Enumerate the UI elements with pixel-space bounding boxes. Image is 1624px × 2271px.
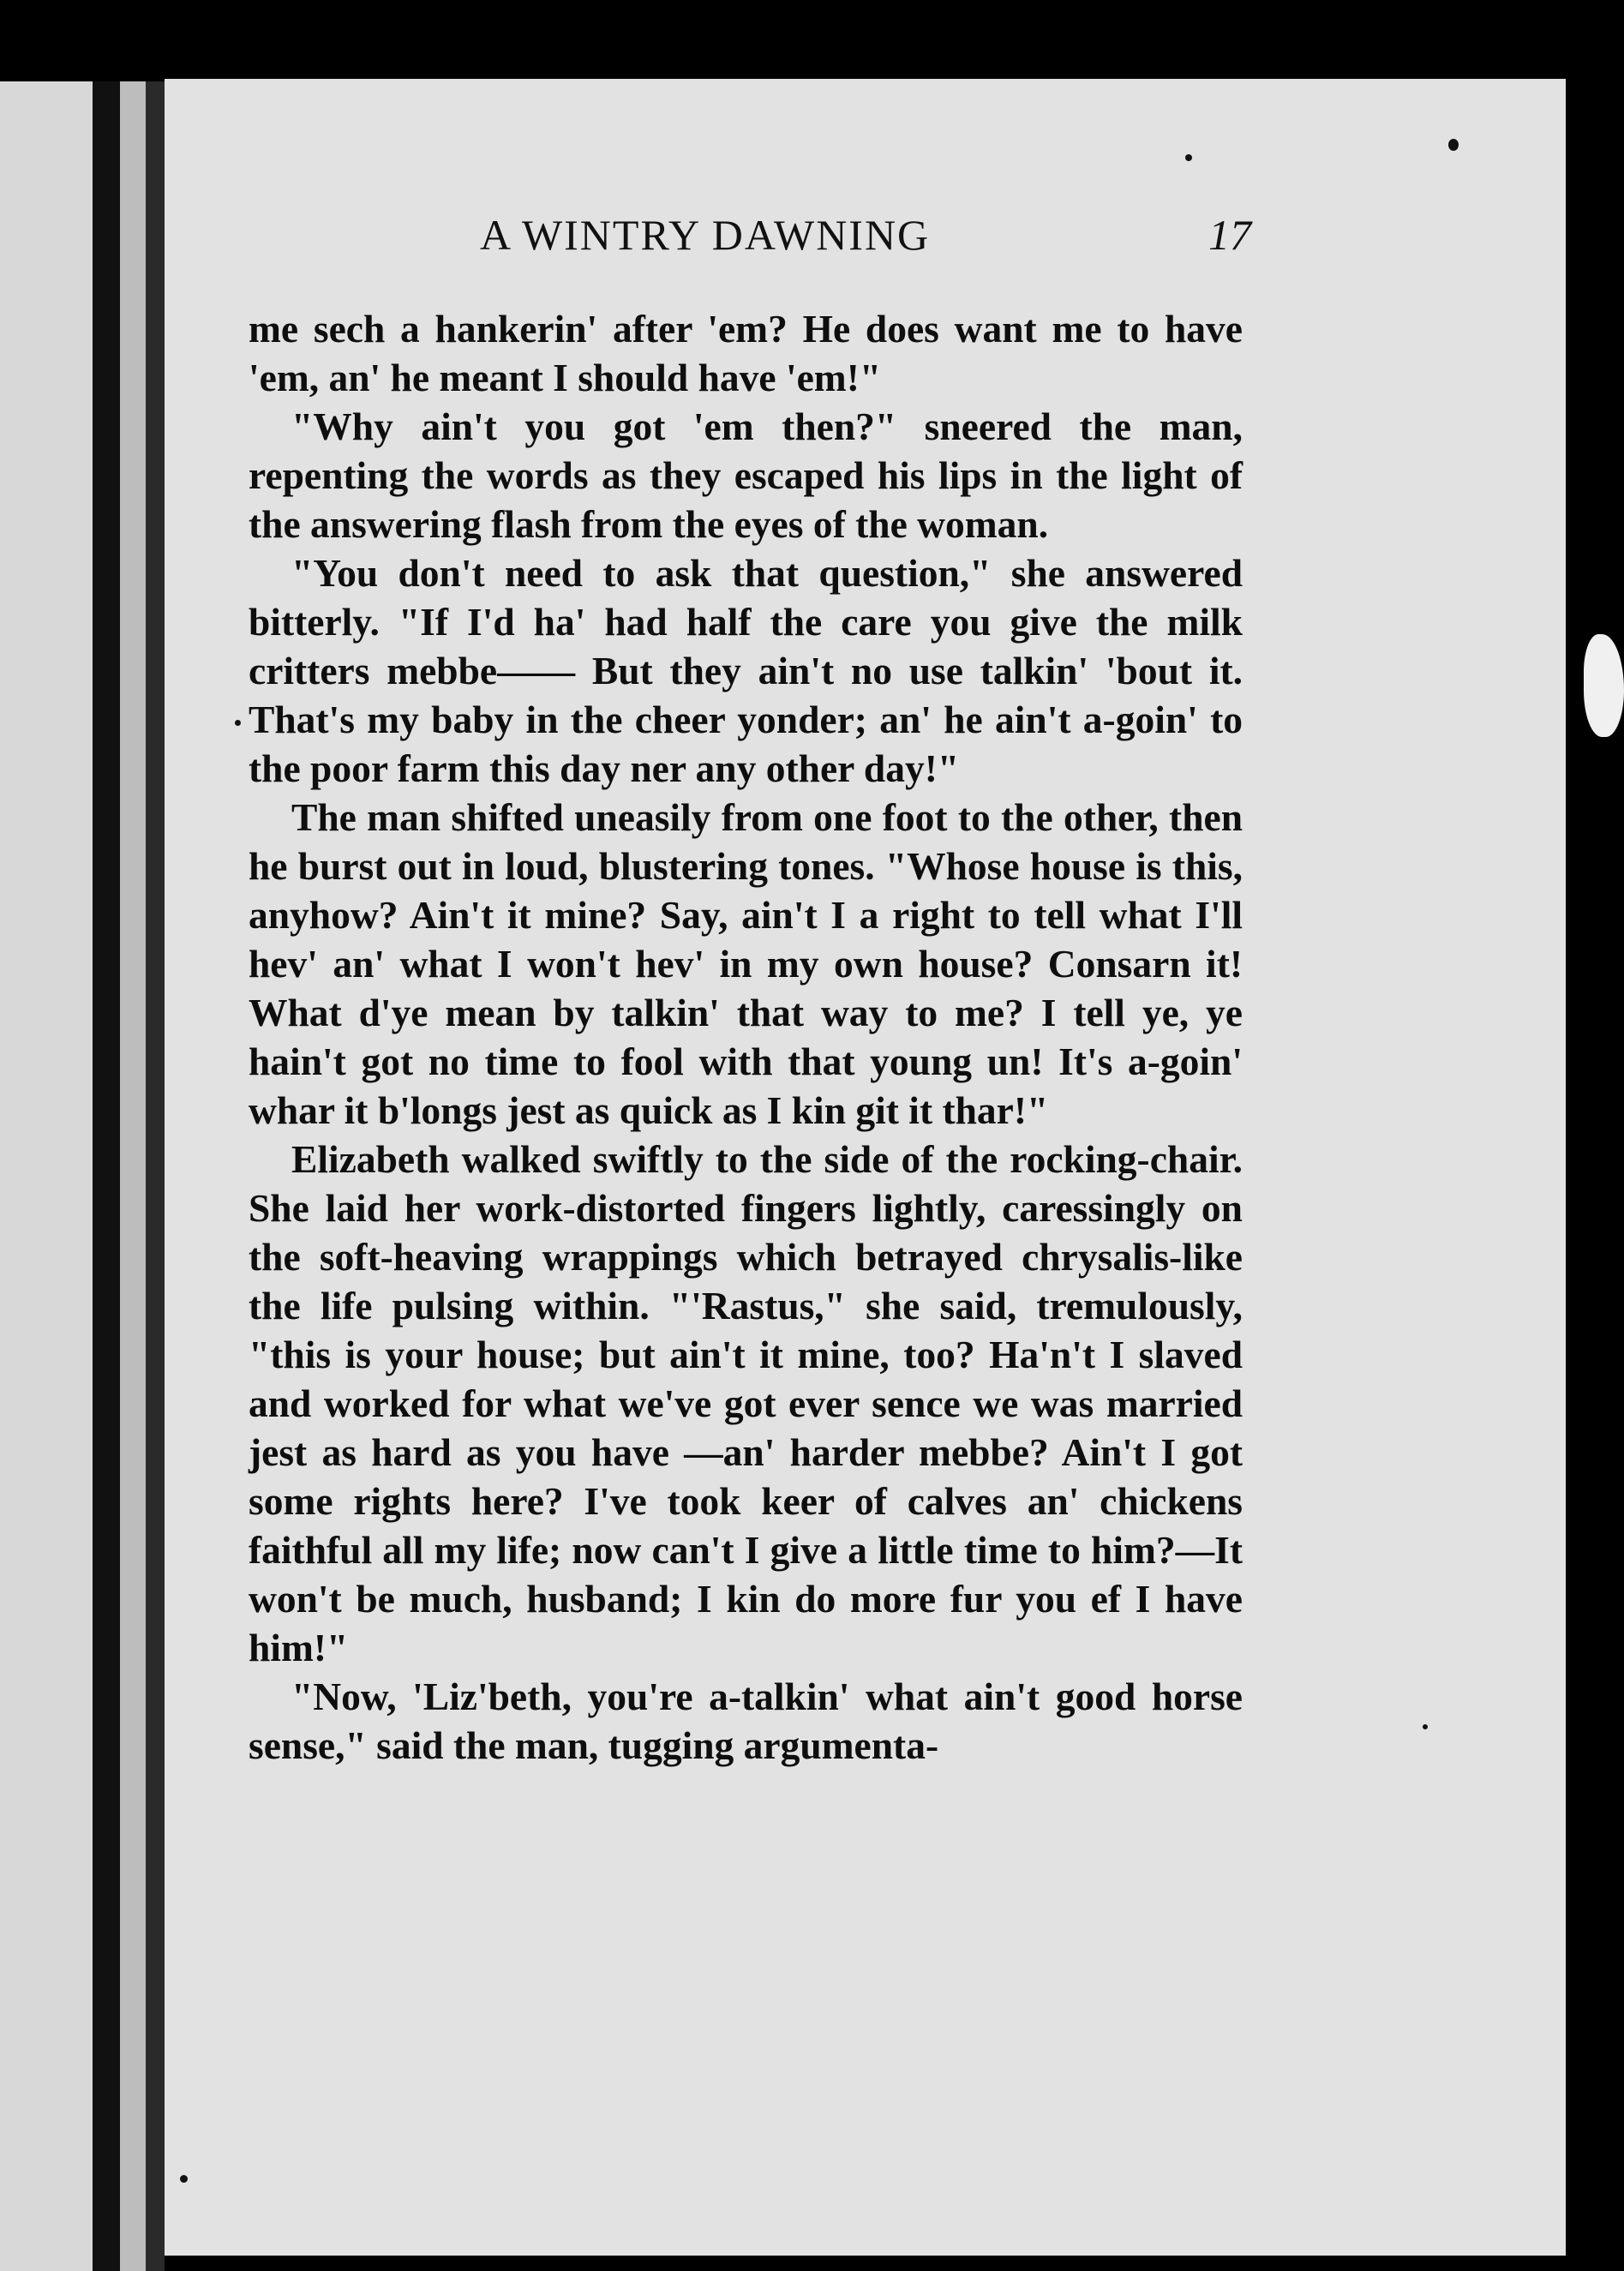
book-gutter-shadow — [93, 81, 120, 2271]
book-gutter-highlight — [120, 81, 146, 2271]
ink-speck — [1185, 154, 1192, 161]
ink-speck — [180, 2175, 188, 2183]
book-gutter-shadow-inner — [146, 81, 165, 2271]
paragraph: "Now, 'Liz'beth, you're a-talkin' what ain't good horse sense," said the man, tugging argumenta- — [249, 1675, 1243, 1767]
previous-page-edge — [0, 81, 103, 2271]
paragraph: "Why ain't you got 'em then?" sneered the man, repenting the words as they escaped his lips in the light of the answering flash from the eyes of the woman. — [249, 404, 1243, 546]
body-text — [249, 304, 1243, 1770]
running-title: A WINTRY DAWNING — [480, 211, 931, 259]
paragraph: The man shifted uneasily from one foot to the other, then he burst out in loud, blustering tones. "Whose house is this, anyhow? Ain't it mine? Say, ain't I a right to tell what I'll hev' an' what I won't hev' in my own house? Consarn it! What d'ye mean by talkin' that way to me? I tell ye, ye hain't got no time to fool with that young un! It's a-goin' whar it b'longs jest as quick as I kin git it thar!" — [249, 795, 1243, 1132]
paragraph: me sech a hankerin' after 'em? He does want me to have 'em, an' he meant I should have 'em!" — [249, 307, 1243, 399]
page-header — [480, 210, 1251, 270]
ink-speck — [235, 720, 241, 726]
scan-border-right — [1566, 79, 1624, 2269]
ink-speck — [1448, 139, 1459, 151]
page-number: 17 — [1208, 211, 1251, 259]
paragraph: "You don't need to ask that question," she answered bitterly. "If I'd ha' had half the care you give the milk critters mebbe—— But they ain't no use talkin' 'bout it. That's my baby in the cheer yonder; an' he ain't a-goin' to the poor farm this day ner any other day!" — [249, 551, 1243, 790]
paragraph: Elizabeth walked swiftly to the side of the rocking-chair. She laid her work-distorted fingers lightly, caressingly on the soft-heaving wrappings which betrayed chrysalis-like the life pulsing within. "'Rastus," she said, tremulously, "this is your house; but ain't it mine, too? Ha'n't I slaved and worked for what we've got ever sence we was married jest as hard as you have —an' harder mebbe? Ain't I got some rights here? I've took keer of calves an' chickens faithful all my life; now can't I give a little time to him?—It won't be much, husband; I kin do more fur you ef I have him!" — [249, 1137, 1243, 1669]
ink-speck — [1423, 1724, 1428, 1729]
